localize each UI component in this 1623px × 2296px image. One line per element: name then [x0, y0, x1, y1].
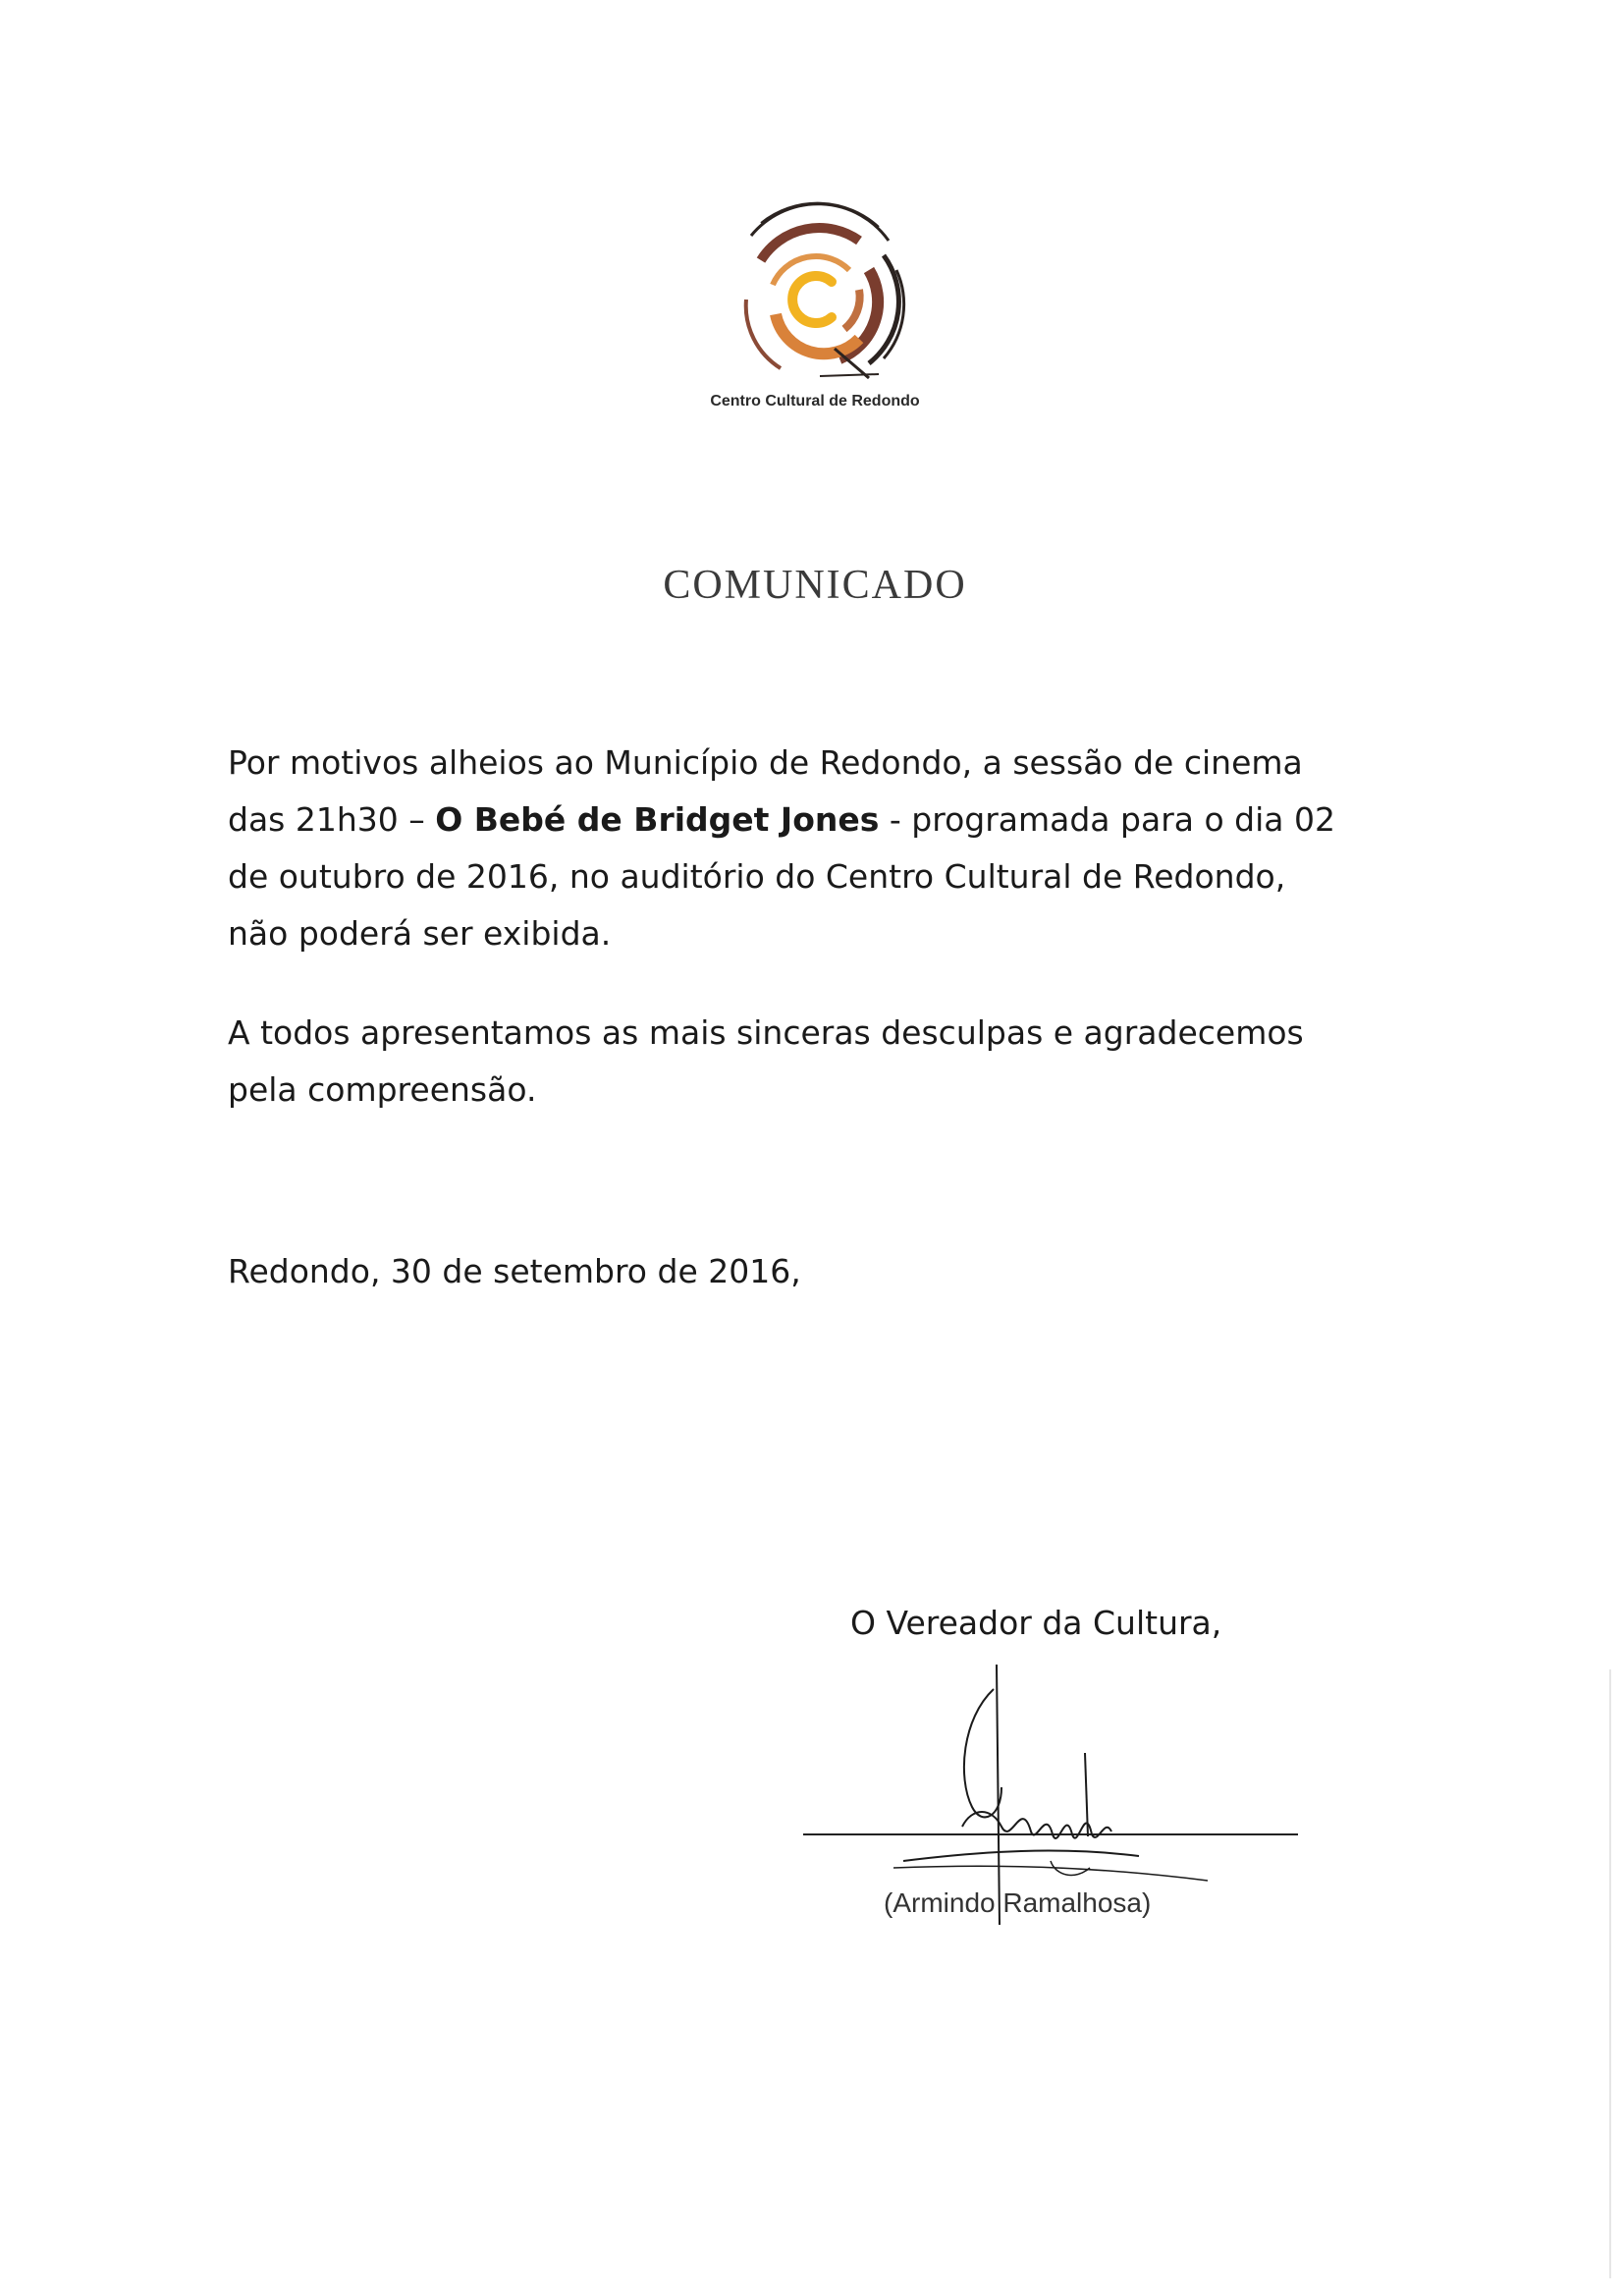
organization-name: Centro Cultural de Redondo — [710, 393, 920, 410]
dateline: Redondo, 30 de setembro de 2016, — [228, 1252, 801, 1290]
film-title: O Bebé de Bridget Jones — [435, 800, 880, 839]
scan-edge-line — [1609, 1669, 1611, 2278]
paragraph-2-line-1: A todos apresentamos as mais sinceras desculpas e agradecemos — [228, 1013, 1304, 1052]
paragraph-1-line-4: não poderá ser exibida. — [228, 914, 612, 953]
line-2-suffix: - programada para o dia 02 — [879, 800, 1335, 839]
paragraph-1-line-1: Por motivos alheios ao Município de Redondo, a sessão de cinema — [228, 743, 1303, 782]
paragraph-1-line-2 — [228, 792, 1406, 848]
line-2-prefix: das 21h30 – — [228, 800, 436, 839]
paragraph-1-line-3: de outubro de 2016, no auditório do Centro Cultural de Redondo, — [228, 857, 1286, 896]
signoff: O Vereador da Cultura, — [850, 1604, 1222, 1642]
paragraph-2 — [228, 1005, 1406, 1119]
document-title: COMUNICADO — [663, 563, 967, 608]
signer-name: (Armindo Ramalhosa) — [884, 1887, 1152, 1918]
paragraph-2-line-2: pela compreensão. — [228, 1070, 537, 1109]
concentric-arcs-logo-icon — [722, 201, 918, 398]
paragraph-1 — [228, 735, 1406, 962]
